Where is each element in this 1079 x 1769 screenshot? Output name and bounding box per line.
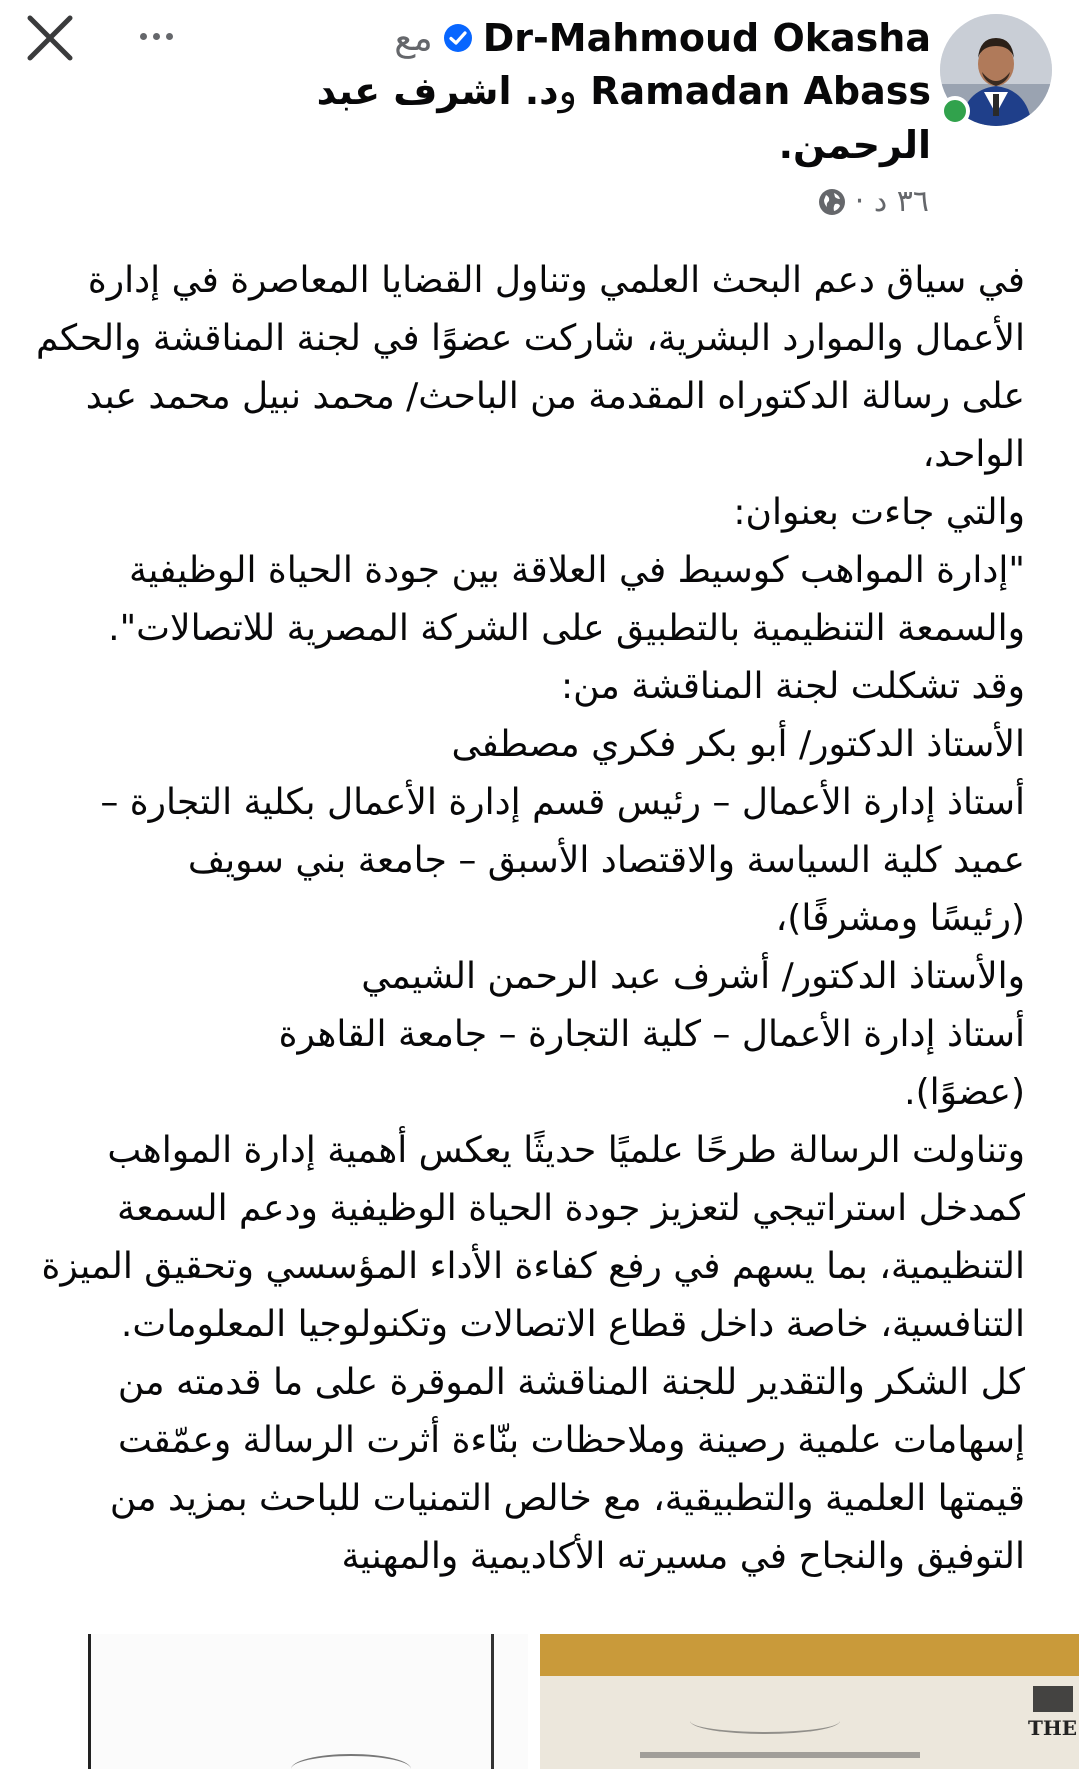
post-line: التنظيمية، بما يسهم في رفع كفاءة الأداء المؤسسي وتحقيق الميزة [41, 1246, 1025, 1287]
header-line-tagged [311, 64, 931, 118]
post-line: والأستاذ الدكتور/ أشرف عبد الرحمن الشيمي [361, 956, 1025, 997]
verified-badge-icon [443, 23, 473, 53]
close-icon [22, 10, 78, 66]
more-icon-dot [166, 33, 173, 40]
close-button[interactable] [22, 10, 78, 66]
and-label: و [558, 69, 577, 113]
post-text [15, 252, 1025, 1586]
header-line-author [311, 12, 931, 64]
tagged-user-2-continued[interactable]: الرحمن. [778, 123, 931, 167]
post-meta [817, 184, 929, 219]
more-options-button[interactable] [124, 16, 188, 56]
post-line: أستاذ إدارة الأعمال – رئيس قسم إدارة الأعمال بكلية التجارة – [100, 782, 1025, 823]
more-icon-dot [153, 33, 160, 40]
post-line: كل الشكر والتقدير للجنة المناقشة الموقرة على ما قدمته من [117, 1362, 1025, 1403]
post-line: والسمعة التنظيمية بالتطبيق على الشركة المصرية للاتصالات". [108, 608, 1025, 649]
post-media[interactable] [0, 1634, 1079, 1769]
more-icon-dot [140, 33, 147, 40]
globe-icon [817, 187, 847, 217]
post-line: وتناولت الرسالة طرحًا علميًا حديثًا يعكس أهمية إدارة المواهب [107, 1130, 1025, 1171]
post-line: التوفيق والنجاح في مسيرته الأكاديمية والمهنية [341, 1536, 1025, 1577]
post-line: التنافسية، خاصة داخل قطاع الاتصالات وتكنولوجيا المعلومات. [120, 1304, 1025, 1345]
basmala-calligraphy [690, 1708, 840, 1734]
document-rule [491, 1634, 494, 1769]
post-line: وقد تشكلت لجنة المناقشة من: [561, 666, 1025, 707]
author-name-link[interactable]: Dr-Mahmoud Okasha [482, 16, 931, 60]
post-line: على رسالة الدكتوراه المقدمة من الباحث/ محمد نبيل محمد عبد [85, 376, 1025, 417]
post-line: "إدارة المواهب كوسيط في العلاقة بين جودة الحياة الوظيفية [129, 550, 1025, 591]
post-line: الواحد، [922, 434, 1025, 475]
post-line: الأستاذ الدكتور/ أبو بكر فكري مصطفى [451, 724, 1025, 765]
post-line: عميد كلية السياسة والاقتصاد الأسبق – جامعة بني سويف [187, 840, 1025, 881]
tagged-user-1-link[interactable]: Ramadan Abass [590, 69, 931, 113]
post-line: قيمتها العلمية والتطبيقية، مع خالص التمنيات للباحث بمزيد من [109, 1478, 1025, 1519]
university-crest-icon [1033, 1686, 1073, 1712]
tagged-user-2-link[interactable]: د. اشرف عبد [316, 69, 559, 113]
document-decoration [291, 1754, 411, 1769]
author-avatar[interactable] [940, 14, 1052, 126]
post-timestamp[interactable]: ٣٦ د · [854, 184, 929, 219]
post-line: (عضوًا). [904, 1072, 1025, 1113]
post-header [311, 12, 931, 172]
post-line: في سياق دعم البحث العلمي وتناول القضايا المعاصرة في إدارة [87, 260, 1025, 301]
post-line: والتي جاءت بعنوان: [733, 492, 1025, 533]
post-line: الأعمال والموارد البشرية، شاركت عضوًا في لجنة المناقشة والحكم [36, 318, 1025, 359]
post-line: كمدخل استراتيجي لتعزيز جودة الحياة الوظيفية ودعم السمعة [117, 1188, 1025, 1229]
photo-document-left[interactable] [88, 1634, 528, 1769]
document-header-text: THE [1027, 1716, 1077, 1740]
post-line: إسهامات علمية رصينة وملاحظات بنّاءة أثرت الرسالة وعمّقت [117, 1420, 1025, 1461]
online-status-dot [940, 96, 970, 126]
photo-document-right[interactable] [540, 1634, 1079, 1769]
with-label: مع [394, 17, 433, 59]
post-line: أستاذ إدارة الأعمال – كلية التجارة – جامعة القاهرة [278, 1014, 1025, 1055]
document-header-band [540, 1634, 1079, 1676]
document-text-line [640, 1752, 920, 1758]
post-line: (رئيسًا ومشرفًا)، [775, 898, 1025, 939]
